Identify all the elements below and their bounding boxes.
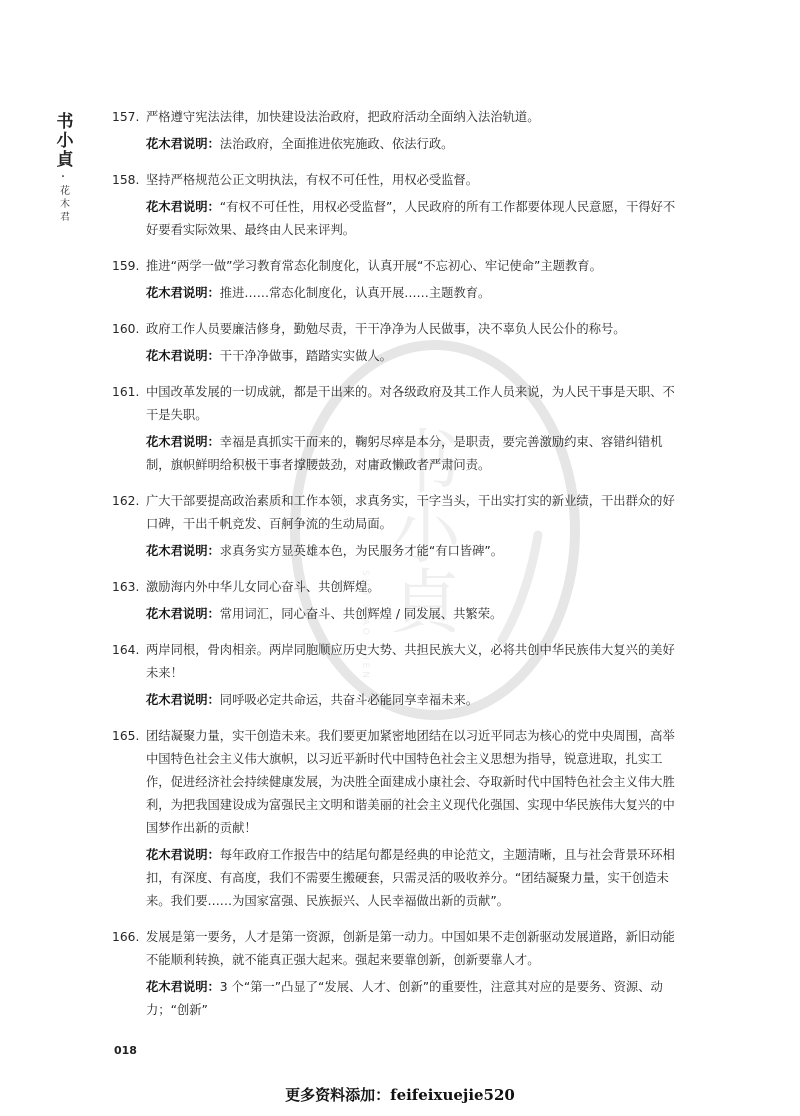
entry-number: 163. [112, 580, 140, 594]
brand-title: 书小貞 [52, 112, 73, 169]
entry-text: 中国改革发展的一切成就，都是干出来的。对各级政府及其工作人员来说，为人民干事是天职、不干是失职。 [146, 385, 675, 422]
list-item [112, 639, 682, 712]
note-label: 花木君说明： [146, 349, 220, 363]
note-text: 求真务实方显英雄本色，为民服务才能“有口皆碑”。 [219, 544, 504, 558]
watermark-text: 书小貞 [379, 425, 461, 635]
entry-number: 162. [112, 494, 140, 508]
note-label: 花木君说明： [146, 980, 220, 994]
note-text: 干干净净做事，踏踏实实做人。 [219, 349, 392, 363]
entry-number: 159. [112, 259, 140, 273]
entry-note [146, 431, 682, 477]
list-item [112, 106, 682, 156]
brand-separator: · [60, 169, 66, 185]
note-text: 每年政府工作报告中的结尾句都是经典的申论范文，主题清晰，且与社会背景环环相扣，有深度、有高度，我们不需要生搬硬套，只需灵活的吸收养分。“团结凝聚力量，实干创造未来。我们要……为国家富强、民族振兴、人民幸福做出新的贡献”。 [146, 848, 675, 908]
note-label: 花木君说明： [146, 693, 220, 707]
list-item [112, 255, 682, 305]
entry-note [146, 133, 682, 156]
list-item [112, 169, 682, 242]
note-text: 同呼吸必定共命运，共奋斗必能同享幸福未来。 [219, 693, 479, 707]
watermark-brand: SHU XIAO ZHEN [360, 570, 370, 682]
note-text: “有权不可任性，用权必受监督”，人民政府的所有工作都要体现人民意愿，干得好不好要看实际效果、最终由人民来评判。 [146, 200, 676, 237]
entry-text: 激励海内外中华儿女同心奋斗、共创辉煌。 [146, 580, 380, 594]
entry-note [146, 345, 682, 368]
entry-text: 严格遵守宪法法律，加快建设法治政府，把政府活动全面纳入法治轨道。 [146, 110, 540, 124]
note-label: 花木君说明： [146, 544, 220, 558]
note-text: 推进……常态化制度化，认真开展……主题教育。 [219, 286, 491, 300]
list-item [112, 490, 682, 563]
side-brand [54, 112, 72, 224]
entry-text: 广大干部要提高政治素质和工作本领，求真务实，干字当头，干出实打实的新业绩，干出群众的好口碑，干出千帆竞发、百舸争流的生动局面。 [146, 494, 675, 531]
entry-note [146, 282, 682, 305]
page-number: 018 [114, 1044, 137, 1057]
entry-number: 157. [112, 110, 140, 124]
list-item [112, 381, 682, 477]
entry-text: 政府工作人员要廉洁修身，勤勉尽责，干干净净为人民做事，决不辜负人民公仆的称号。 [146, 322, 626, 336]
entry-text: 推进“两学一做”学习教育常态化制度化，认真开展“不忘初心、牢记使命”主题教育。 [146, 259, 602, 273]
entry-number: 165. [112, 729, 140, 743]
entry-note [146, 689, 682, 712]
entry-text: 发展是第一要务，人才是第一资源，创新是第一动力。中国如果不走创新驱动发展道路，新旧动能不能顺利转换，就不能真正强大起来。强起来要靠创新，创新要靠人才。 [146, 930, 675, 967]
note-label: 花木君说明： [146, 848, 220, 862]
entry-note [146, 196, 682, 242]
entry-number: 166. [112, 930, 140, 944]
entry-number: 160. [112, 322, 140, 336]
entry-number: 158. [112, 173, 140, 187]
note-text: 3 个“第一”凸显了“发展、人才、创新”的重要性，注意其对应的是要务、资源、动力；“创新” [146, 980, 663, 1017]
note-text: 法治政府，全面推进依宪施政、依法行政。 [219, 137, 454, 151]
list-item [112, 318, 682, 368]
entry-text: 两岸同根，骨肉相亲。两岸同胞顺应历史大势、共担民族大义，必将共创中华民族伟大复兴的美好未来！ [146, 643, 675, 680]
list-item [112, 926, 682, 1022]
entry-note [146, 844, 682, 913]
entry-number: 164. [112, 643, 140, 657]
entry-number: 161. [112, 385, 140, 399]
footer-contact: 更多资料添加：feifeixuejie520 [285, 1086, 515, 1104]
note-text: 常用词汇，同心奋斗、共创辉煌 / 同发展、共繁荣。 [219, 607, 503, 621]
entry-text: 团结凝聚力量，实干创造未来。我们要更加紧密地团结在以习近平同志为核心的党中央周围，高举中国特色社会主义伟大旗帜，以习近平新时代中国特色社会主义思想为指导，锐意进取，扎实工作，促进经济社会持续健康发展，为决胜全面建成小康社会、夺取新时代中国特色社会主义伟大胜利，为把我国建设成为富强民主文明和谐美丽的社会主义现代化强国、实现中华民族伟大复兴的中国梦作出新的贡献！ [146, 729, 675, 835]
note-label: 花木君说明： [146, 200, 220, 214]
note-text: 幸福是真抓实干而来的，鞠躬尽瘁是本分，是职责，要完善激励约束、容错纠错机制，旗帜鲜明给积极干事者撑腰鼓劲，对庸政懒政者严肃问责。 [146, 435, 663, 472]
entry-note [146, 603, 682, 626]
entry-note [146, 540, 682, 563]
list-item [112, 725, 682, 913]
entry-list [112, 106, 682, 1035]
note-label: 花木君说明： [146, 286, 220, 300]
note-label: 花木君说明： [146, 607, 220, 621]
entry-note [146, 976, 682, 1022]
entry-text: 坚持严格规范公正文明执法，有权不可任性，用权必受监督。 [146, 173, 479, 187]
note-label: 花木君说明： [146, 137, 220, 151]
brand-author: 花木君 [57, 185, 69, 224]
note-label: 花木君说明： [146, 435, 220, 449]
list-item [112, 576, 682, 626]
